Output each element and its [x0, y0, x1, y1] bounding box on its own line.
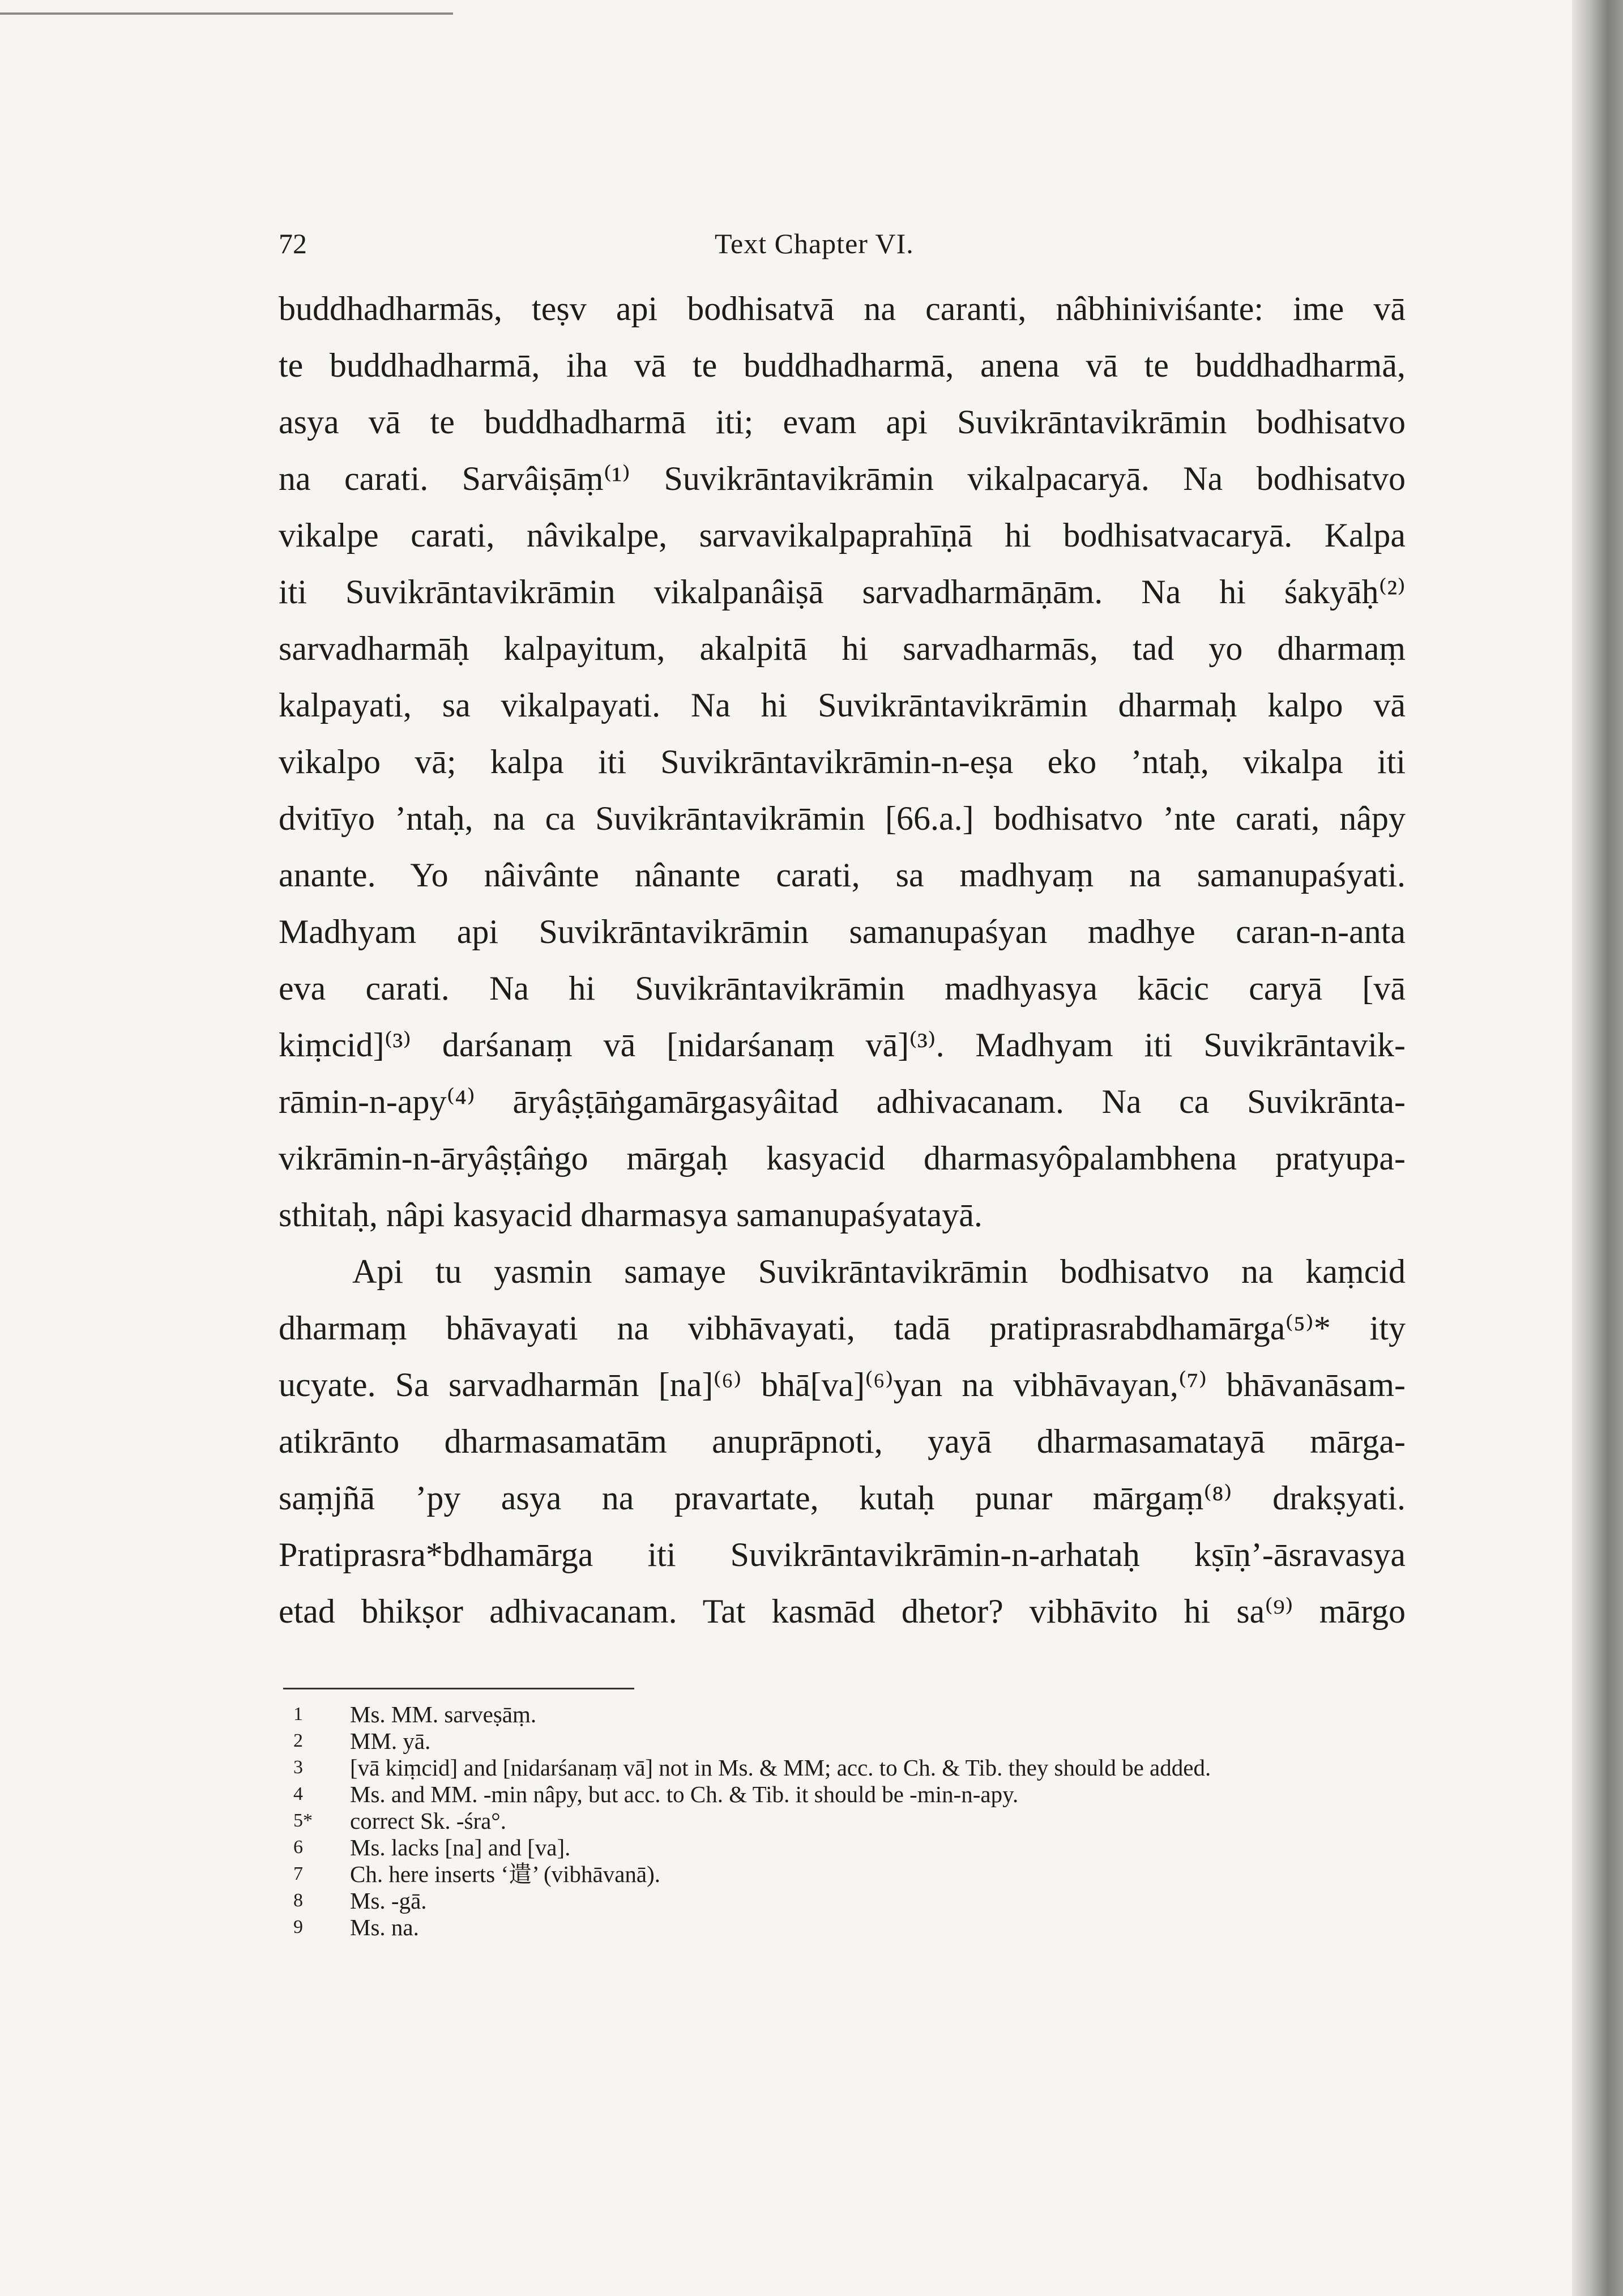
- footnote-text: Ms. MM. sarveṣāṃ.: [350, 1701, 537, 1727]
- footnote: [293, 1888, 1415, 1913]
- footnote-number: 1: [293, 1704, 303, 1725]
- footnote-text: correct Sk. -śra°.: [350, 1808, 506, 1834]
- text-line: vikalpe carati, nâvikalpe, sarvavikalpaprahīṇā hi bodhisatvacaryā. Kalpa: [279, 517, 1406, 554]
- scan-top-rule: [0, 12, 453, 15]
- footnote-text: Ms. na.: [350, 1914, 419, 1940]
- footnote: [293, 1835, 1415, 1860]
- footnote: [293, 1862, 1415, 1887]
- text-line: na carati. Sarvâiṣāṃ⁽¹⁾ Suvikrāntavikrāmin vikalpacaryā. Na bodhisatvo: [279, 460, 1406, 497]
- text-line: saṃjñā ’py asya na pravartate, kutaḥ punar mārgaṃ⁽⁸⁾ drakṣyati.: [279, 1479, 1406, 1517]
- footnote: [293, 1808, 1415, 1833]
- footnote-text: Ms. -gā.: [350, 1888, 427, 1914]
- footnote-text: Ms. lacks [na] and [va].: [350, 1834, 571, 1860]
- text-line: kalpayati, sa vikalpayati. Na hi Suvikrāntavikrāmin dharmaḥ kalpo vā: [279, 686, 1406, 724]
- paragraph-start-line: Api tu yasmin samaye Suvikrāntavikrāmin bodhisatvo na kaṃcid: [352, 1253, 1406, 1290]
- running-head: [279, 224, 1411, 263]
- page-number: 72: [279, 228, 307, 259]
- footnote: [293, 1782, 1415, 1807]
- text-line: etad bhikṣor adhivacanam. Tat kasmād dhetor? vibhāvito hi sa⁽⁹⁾ mārgo: [279, 1593, 1406, 1630]
- text-line: asya vā te buddhadharmā iti; evam api Suvikrāntavikrāmin bodhisatvo: [279, 403, 1406, 441]
- footnote: [293, 1702, 1415, 1727]
- text-line: sthitaḥ, nâpi kasyacid dharmasya samanupaśyatayā.: [279, 1196, 983, 1234]
- text-line: iti Suvikrāntavikrāmin vikalpanâiṣā sarvadharmāṇām. Na hi śakyāḥ⁽²⁾: [279, 573, 1406, 611]
- text-line: rāmin-n-apy⁽⁴⁾ āryâṣṭāṅgamārgasyâitad adhivacanam. Na ca Suvikrānta-: [279, 1083, 1406, 1120]
- text-line: ucyate. Sa sarvadharmān [na]⁽⁶⁾ bhā[va]⁽⁶⁾yan na vibhāvayan,⁽⁷⁾ bhāvanāsam-: [279, 1366, 1406, 1403]
- footnote-rule: [283, 1688, 634, 1689]
- footnote: [293, 1915, 1415, 1940]
- text-line: buddhadharmās, teṣv api bodhisatvā na caranti, nâbhiniviśante: ime vā: [279, 290, 1406, 327]
- footnote: [293, 1729, 1415, 1753]
- main-text: [279, 280, 1406, 1640]
- text-line: anante. Yo nâivânte nânante carati, sa madhyaṃ na samanupaśyati.: [279, 856, 1406, 894]
- text-line: te buddhadharmā, iha vā te buddhadharmā, anena vā te buddhadharmā,: [279, 347, 1406, 384]
- footnote-number: 2: [293, 1730, 303, 1751]
- footnote: [293, 1755, 1415, 1780]
- footnote-number: 6: [293, 1837, 303, 1858]
- text-line: sarvadharmāḥ kalpayitum, akalpitā hi sarvadharmās, tad yo dharmaṃ: [279, 630, 1406, 667]
- footnote-text: Ms. and MM. -min nâpy, but acc. to Ch. & Tib. it should be -min-n-apy.: [350, 1781, 1019, 1807]
- footnotes: [293, 1702, 1415, 1941]
- footnote-text: MM. yā.: [350, 1728, 431, 1754]
- text-line: dvitīyo ’ntaḥ, na ca Suvikrāntavikrāmin [66.a.] bodhisatvo ’nte carati, nâpy: [279, 800, 1406, 837]
- scan-page-edge: [1572, 0, 1623, 2296]
- text-line: eva carati. Na hi Suvikrāntavikrāmin madhyasya kācic caryā [vā: [279, 970, 1406, 1007]
- footnote-number: 5*: [293, 1810, 313, 1831]
- footnote-number: 8: [293, 1890, 303, 1911]
- footnote-number: 4: [293, 1783, 303, 1804]
- text-line: Pratiprasra*bdhamārga iti Suvikrāntavikrāmin-n-arhataḥ kṣīṇ’-āsravasya: [279, 1536, 1406, 1573]
- footnote-text: [vā kiṃcid] and [nidarśanaṃ vā] not in Ms. & MM; acc. to Ch. & Tib. they should be added.: [350, 1755, 1211, 1781]
- text-line: kiṃcid]⁽³⁾ darśanaṃ vā [nidarśanaṃ vā]⁽³⁾. Madhyam iti Suvikrāntavik-: [279, 1026, 1406, 1064]
- footnote-number: 3: [293, 1757, 303, 1778]
- text-line: vikalpo vā; kalpa iti Suvikrāntavikrāmin-n-eṣa eko ’ntaḥ, vikalpa iti: [279, 743, 1406, 780]
- text-line: Madhyam api Suvikrāntavikrāmin samanupaśyan madhye caran-n-anta: [279, 913, 1406, 950]
- footnote-number: 9: [293, 1917, 303, 1937]
- footnote-number: 7: [293, 1863, 303, 1884]
- text-line: atikrānto dharmasamatām anuprāpnoti, yayā dharmasamatayā mārga-: [279, 1423, 1406, 1460]
- chapter-heading: Text Chapter VI.: [715, 228, 914, 259]
- footnote-text: Ch. here inserts ‘遣’ (vibhāvanā).: [350, 1861, 660, 1887]
- text-line: dharmaṃ bhāvayati na vibhāvayati, tadā pratiprasrabdhamārga⁽⁵⁾* ity: [279, 1309, 1406, 1347]
- text-line: vikrāmin-n-āryâṣṭâṅgo mārgaḥ kasyacid dharmasyôpalambhena pratyupa-: [279, 1140, 1406, 1177]
